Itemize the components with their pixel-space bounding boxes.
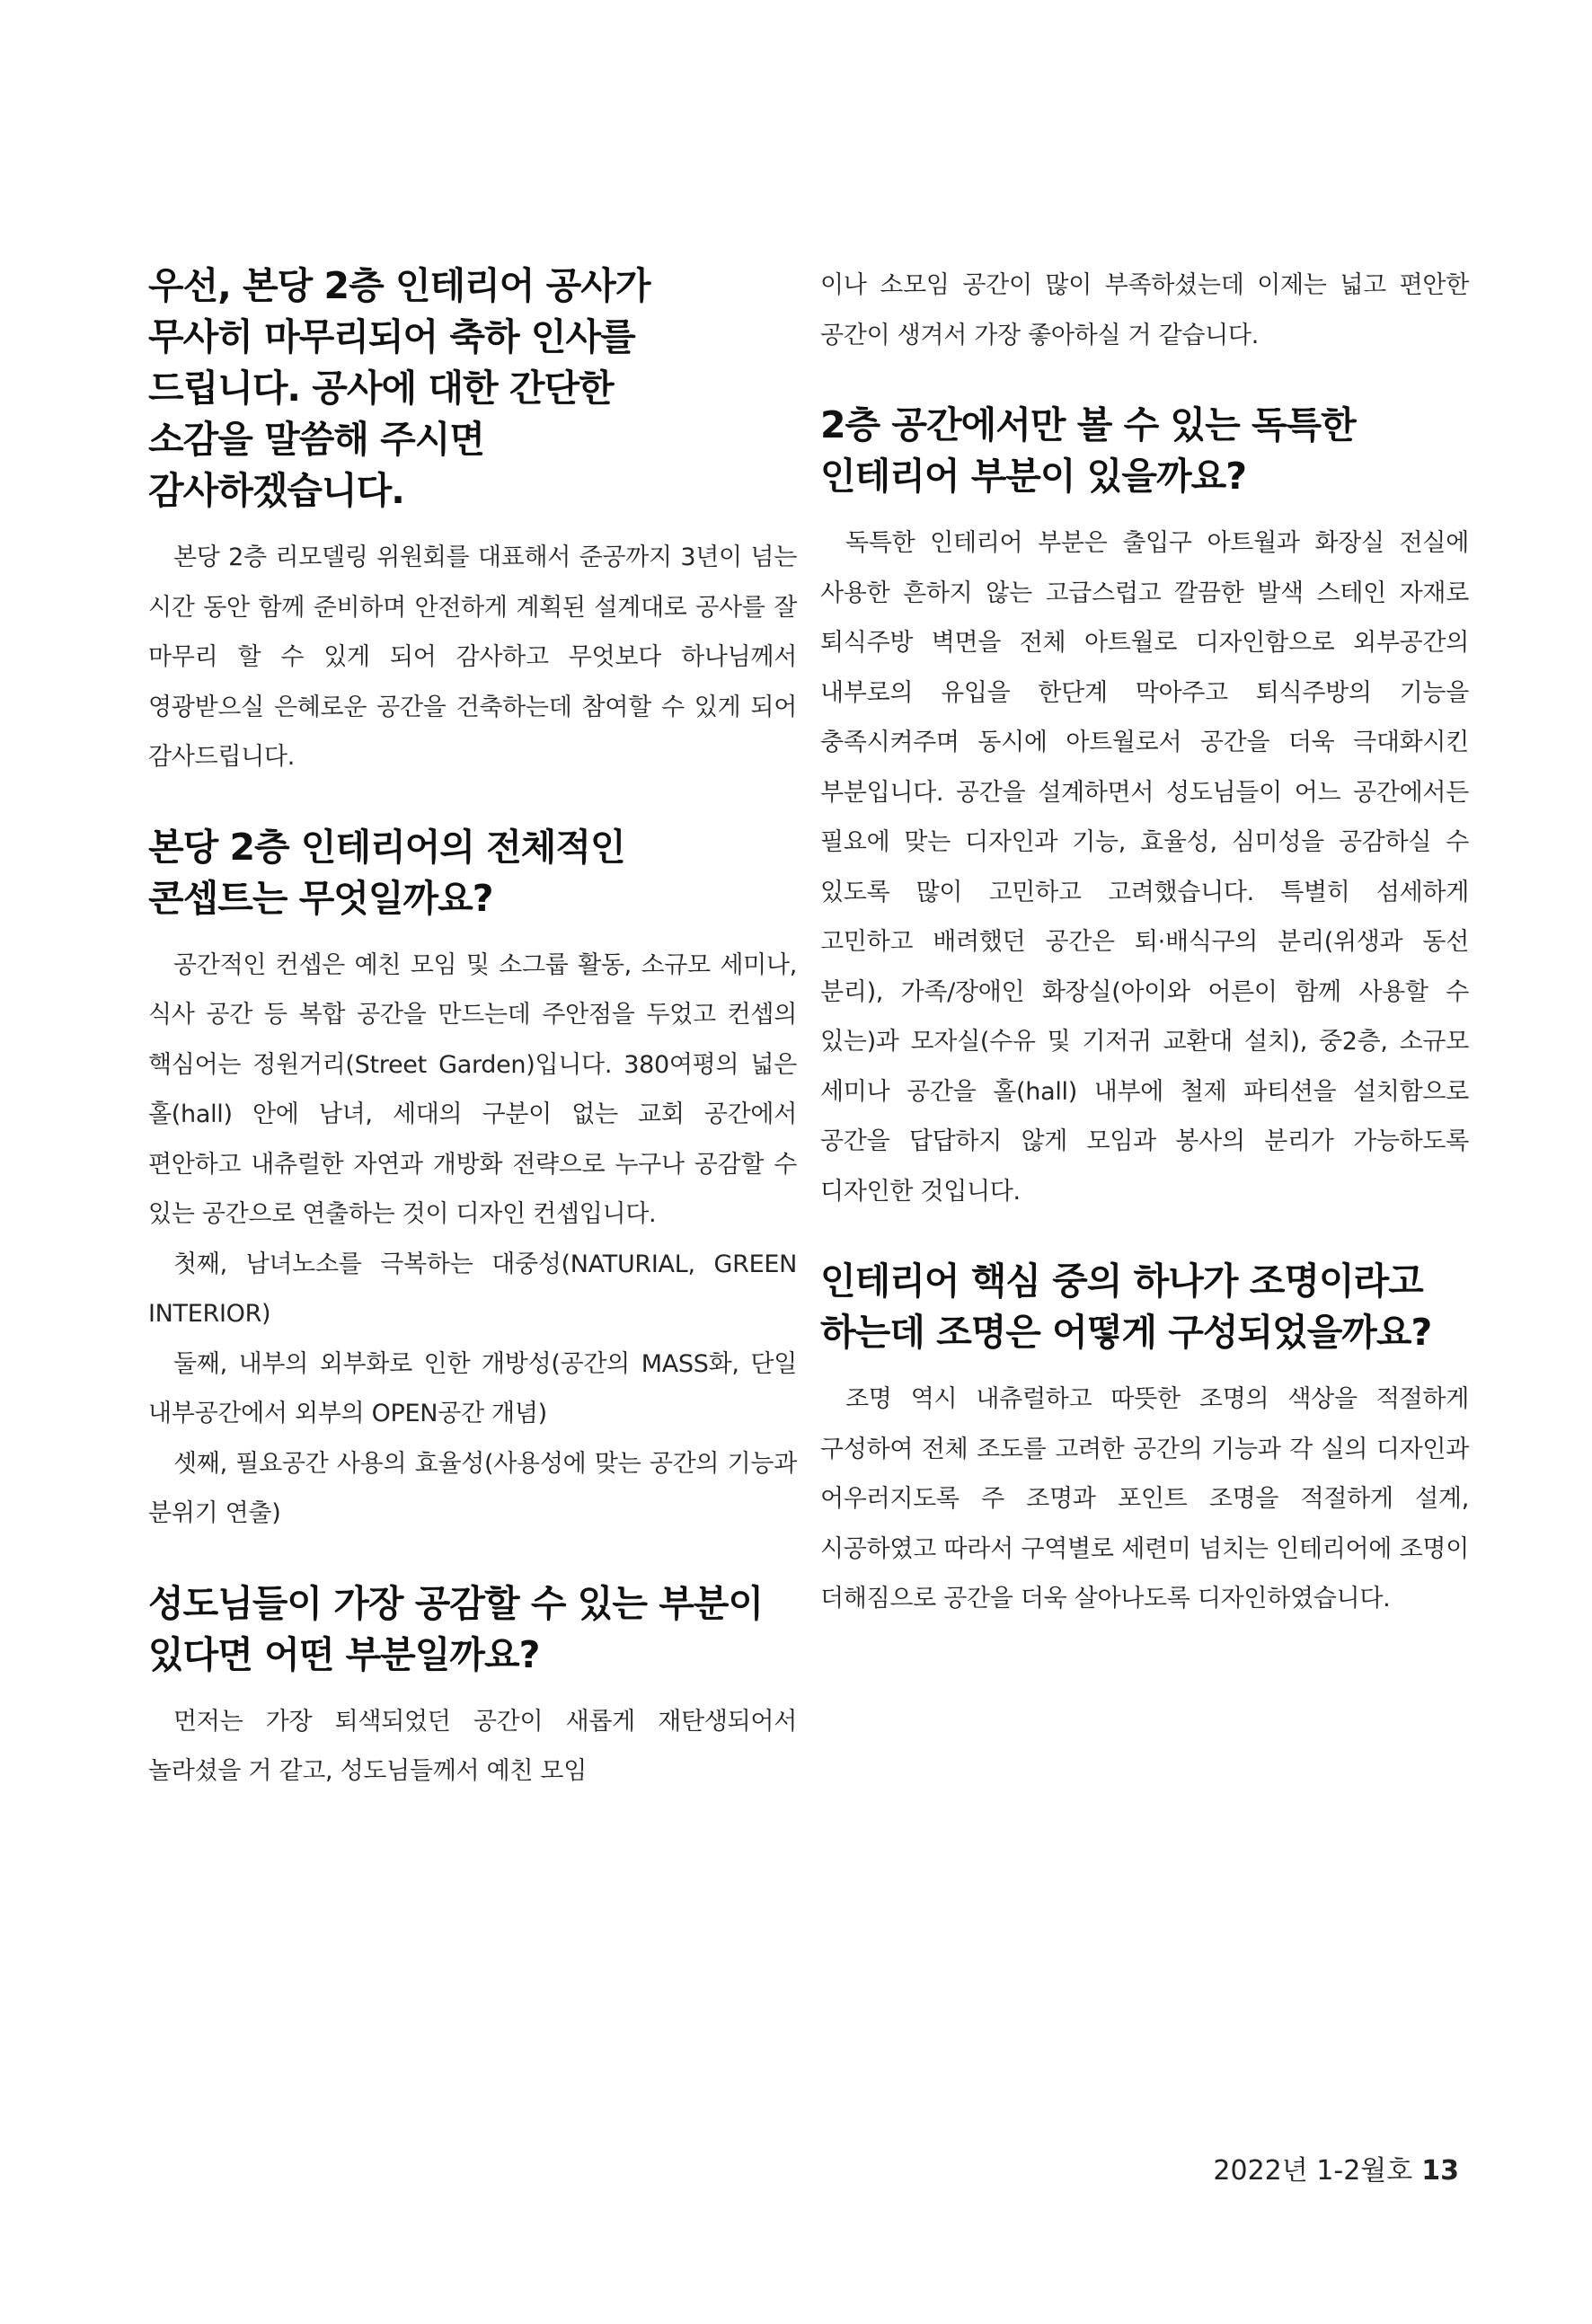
question-heading-4: 2층 공간에서만 볼 수 있는 독특한 인테리어 부분이 있을까요? (820, 403, 1356, 498)
left-column (148, 261, 797, 1797)
answer-paragraph: 셋째, 필요공간 사용의 효율성(사용성에 맞는 공간의 기능과 분위기 연출) (148, 1449, 797, 1527)
question-heading-3: 성도님들이 가장 공감할 수 있는 부분이 있다면 어떤 부분일까요? (148, 1581, 764, 1676)
answer-paragraph: 둘째, 내부의 외부화로 인한 개방성(공간의 MASS화, 단일 내부공간에서 외부의 OPEN공간 개념) (148, 1349, 797, 1427)
question-heading-2: 본당 2층 인테리어의 전체적인 콘셉트는 무엇일까요? (148, 825, 625, 920)
answer-paragraph: 첫째, 남녀노소를 극복하는 대중성(NATURIAL, GREEN INTERIOR) (148, 1250, 797, 1328)
issue-label: 2022년 1-2월호 (1213, 2155, 1413, 2187)
answer-paragraph: 먼저는 가장 퇴색되었던 공간이 새롭게 재탄생되어서 놀라셨을 거 같고, 성도님들께서 예친 모임 (148, 1707, 797, 1785)
answer-paragraph-continued: 이나 소모임 공간이 많이 부족하셨는데 이제는 넓고 편안한 공간이 생겨서 가장 좋아하실 거 같습니다. (820, 271, 1469, 349)
question-heading-5: 인테리어 핵심 중의 하나가 조명이라고 하는데 조명은 어떻게 구성되었을까요? (820, 1259, 1432, 1354)
page-number: 13 (1421, 2155, 1459, 2187)
answer-paragraph: 독특한 인테리어 부분은 출입구 아트월과 화장실 전실에 사용한 흔하지 않는 고급스럽고 깔끔한 발색 스테인 자재로 퇴식주방 벽면을 전체 아트월로 디자인함으로 외부공간의 내부로의 유입을 한단계 막아주고 퇴식주방의 기능을 충족시켜주며 동시에 아트월로서 공간을 더욱 극대화시킨 부분입니다. 공간을 설계하면서 성도님들이 어느 공간에서든 필요에 맞는 디자인과 기능, 효율성, 심미성을 공감하실 수 있도록 많이 고민하고 고려했습니다. 특별히 섬세하게 고민하고 배려했던 공간은 퇴·배식구의 분리(위생과 동선 분리), 가족/장애인 화장실(아이와 어른이 함께 사용할 수 있는)과 모자실(수유 및 기저귀 교환대 설치), 중2층, 소규모 세미나 공간을 홀(hall) 내부에 철제 파티션을 설치함으로 공간을 답답하지 않게 모임과 봉사의 분리가 가능하도록 디자인한 것입니다. (820, 529, 1469, 1206)
right-column (820, 261, 1469, 1624)
answer-paragraph: 본당 2층 리모델링 위원회를 대표해서 준공까지 3년이 넘는 시간 동안 함께 준비하며 안전하게 계획된 설계대로 공사를 잘 마무리 할 수 있게 되어 감사하고 무엇보다 하나님께서 영광받으실 은혜로운 공간을 건축하는데 참여할 수 있게 되어 감사드립니다. (148, 543, 797, 771)
answer-paragraph: 공간적인 컨셉은 예친 모임 및 소그룹 활동, 소규모 세미나, 식사 공간 등 복합 공간을 만드는데 주안점을 두었고 컨셉의 핵심어는 정원거리(Street Garden)입니다. 380여평의 넓은 홀(hall) 안에 남녀, 세대의 구분이 없는 교회 공간에서 편안하고 내츄럴한 자연과 개방화 전략으로 누구나 공감할 수 있는 공간으로 연출하는 것이 디자인 컨셉입니다. (148, 950, 797, 1228)
question-heading-1: 우선, 본당 2층 인테리어 공사가 무사히 마무리되어 축하 인사를 드립니다. 공사에 대한 간단한 소감을 말씀해 주시면 감사하겠습니다. (148, 264, 650, 512)
answer-paragraph: 조명 역시 내츄럴하고 따뜻한 조명의 색상을 적절하게 구성하여 전체 조도를 고려한 공간의 기능과 각 실의 디자인과 어우러지도록 주 조명과 포인트 조명을 적절하게 설계, 시공하였고 따라서 구역별로 세련미 넘치는 인테리어에 조명이 더해짐으로 공간을 더욱 살아나도록 디자인하였습니다. (820, 1385, 1469, 1613)
page-footer (1213, 2148, 1459, 2187)
